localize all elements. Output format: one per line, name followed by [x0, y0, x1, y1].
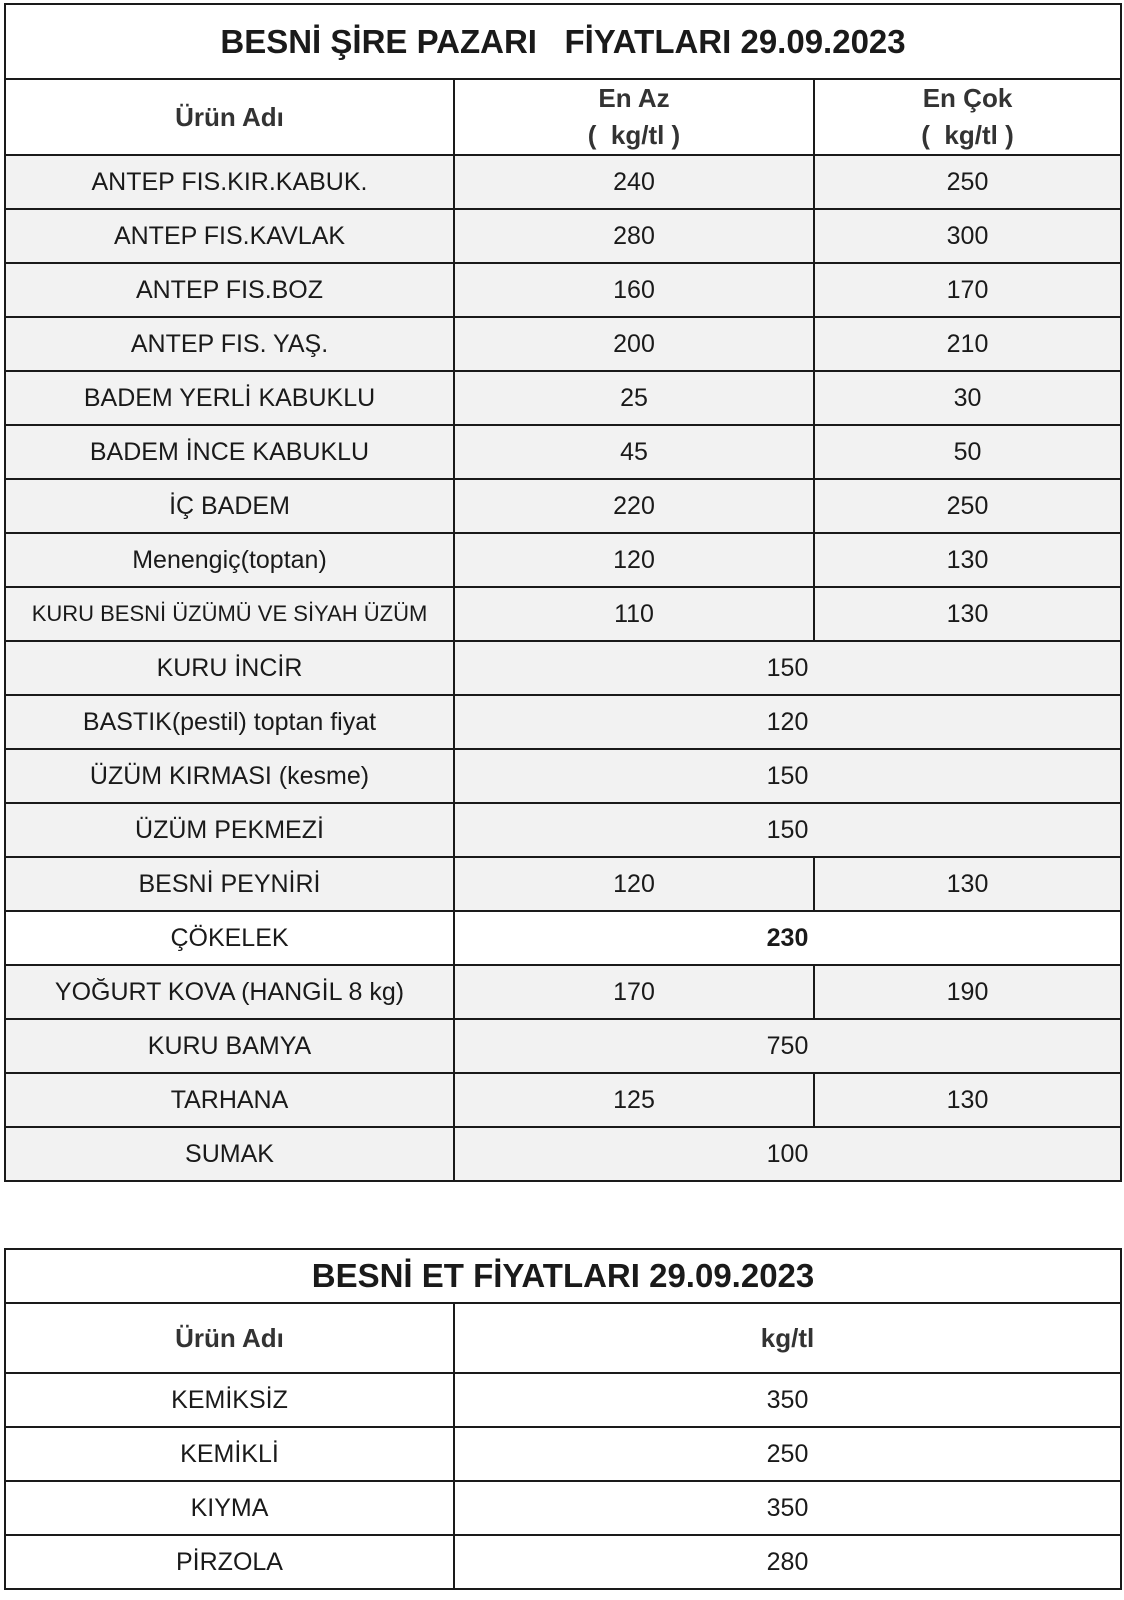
et-price-table — [4, 1248, 1122, 1590]
product-name: ÜZÜM KIRMASI (kesme) — [5, 749, 454, 803]
product-name: TARHANA — [5, 1073, 454, 1127]
table-row — [5, 695, 1121, 749]
max-price: 130 — [814, 857, 1121, 911]
header-min-unit: ( kg/tl ) — [587, 120, 681, 150]
table-row — [5, 209, 1121, 263]
product-name: ANTEP FIS. YAŞ. — [5, 317, 454, 371]
et-header-price: kg/tl — [454, 1303, 1121, 1373]
single-price: 100 — [454, 1127, 1121, 1181]
product-name: KEMİKLİ — [5, 1427, 454, 1481]
product-name: PİRZOLA — [5, 1535, 454, 1589]
min-price: 170 — [454, 965, 814, 1019]
header-max-label: En Çok — [922, 83, 1013, 113]
single-price: 150 — [454, 641, 1121, 695]
single-price: 150 — [454, 803, 1121, 857]
product-name: İÇ BADEM — [5, 479, 454, 533]
product-name: BADEM YERLİ KABUKLU — [5, 371, 454, 425]
header-product-name: Ürün Adı — [5, 79, 454, 155]
table-row — [5, 1019, 1121, 1073]
max-price: 300 — [814, 209, 1121, 263]
max-price: 250 — [814, 479, 1121, 533]
sire-price-table — [4, 3, 1122, 1182]
product-name: KIYMA — [5, 1481, 454, 1535]
product-name: ANTEP FIS.KIR.KABUK. — [5, 155, 454, 209]
max-price: 130 — [814, 533, 1121, 587]
max-price: 50 — [814, 425, 1121, 479]
single-price: 120 — [454, 695, 1121, 749]
min-price: 45 — [454, 425, 814, 479]
table-row — [5, 803, 1121, 857]
price: 350 — [454, 1481, 1121, 1535]
table-row — [5, 1481, 1121, 1535]
table-row — [5, 1427, 1121, 1481]
table-row — [5, 1535, 1121, 1589]
single-price: 150 — [454, 749, 1121, 803]
min-price: 240 — [454, 155, 814, 209]
et-header-product-name: Ürün Adı — [5, 1303, 454, 1373]
table-row — [5, 479, 1121, 533]
min-price: 280 — [454, 209, 814, 263]
sire-table-title: BESNİ ŞİRE PAZARI FİYATLARI 29.09.2023 — [5, 4, 1121, 79]
max-price: 190 — [814, 965, 1121, 1019]
table-row — [5, 965, 1121, 1019]
table-row — [5, 641, 1121, 695]
table-row — [5, 425, 1121, 479]
header-min-price — [454, 79, 814, 155]
table-row — [5, 371, 1121, 425]
product-name: Menengiç(toptan) — [5, 533, 454, 587]
product-name: KEMİKSİZ — [5, 1373, 454, 1427]
min-price: 220 — [454, 479, 814, 533]
table-row — [5, 1127, 1121, 1181]
min-price: 120 — [454, 533, 814, 587]
price: 250 — [454, 1427, 1121, 1481]
table-row — [5, 317, 1121, 371]
header-min-label: En Az — [598, 83, 670, 113]
max-price: 30 — [814, 371, 1121, 425]
max-price: 130 — [814, 587, 1121, 641]
table-row — [5, 749, 1121, 803]
product-name: BESNİ PEYNİRİ — [5, 857, 454, 911]
single-price: 750 — [454, 1019, 1121, 1073]
table-row — [5, 155, 1121, 209]
table-row — [5, 911, 1121, 965]
max-price: 170 — [814, 263, 1121, 317]
max-price: 210 — [814, 317, 1121, 371]
table-row — [5, 1073, 1121, 1127]
product-name: KURU BAMYA — [5, 1019, 454, 1073]
product-name: YOĞURT KOVA (HANGİL 8 kg) — [5, 965, 454, 1019]
table-row — [5, 533, 1121, 587]
product-name: KURU BESNİ ÜZÜMÜ VE SİYAH ÜZÜM — [5, 587, 454, 641]
min-price: 25 — [454, 371, 814, 425]
product-name: BASTIK(pestil) toptan fiyat — [5, 695, 454, 749]
table-row — [5, 1373, 1121, 1427]
max-price: 130 — [814, 1073, 1121, 1127]
product-name: ANTEP FIS.BOZ — [5, 263, 454, 317]
table-row — [5, 587, 1121, 641]
min-price: 160 — [454, 263, 814, 317]
table-row — [5, 263, 1121, 317]
product-name: BADEM İNCE KABUKLU — [5, 425, 454, 479]
single-price: 230 — [454, 911, 1121, 965]
price: 280 — [454, 1535, 1121, 1589]
table-row — [5, 857, 1121, 911]
min-price: 200 — [454, 317, 814, 371]
min-price: 110 — [454, 587, 814, 641]
price: 350 — [454, 1373, 1121, 1427]
header-max-price — [814, 79, 1121, 155]
product-name: ÜZÜM PEKMEZİ — [5, 803, 454, 857]
product-name: ANTEP FIS.KAVLAK — [5, 209, 454, 263]
min-price: 125 — [454, 1073, 814, 1127]
max-price: 250 — [814, 155, 1121, 209]
et-table-title: BESNİ ET FİYATLARI 29.09.2023 — [5, 1249, 1121, 1303]
product-name: ÇÖKELEK — [5, 911, 454, 965]
product-name: KURU İNCİR — [5, 641, 454, 695]
min-price: 120 — [454, 857, 814, 911]
header-max-unit: ( kg/tl ) — [921, 120, 1014, 150]
product-name: SUMAK — [5, 1127, 454, 1181]
